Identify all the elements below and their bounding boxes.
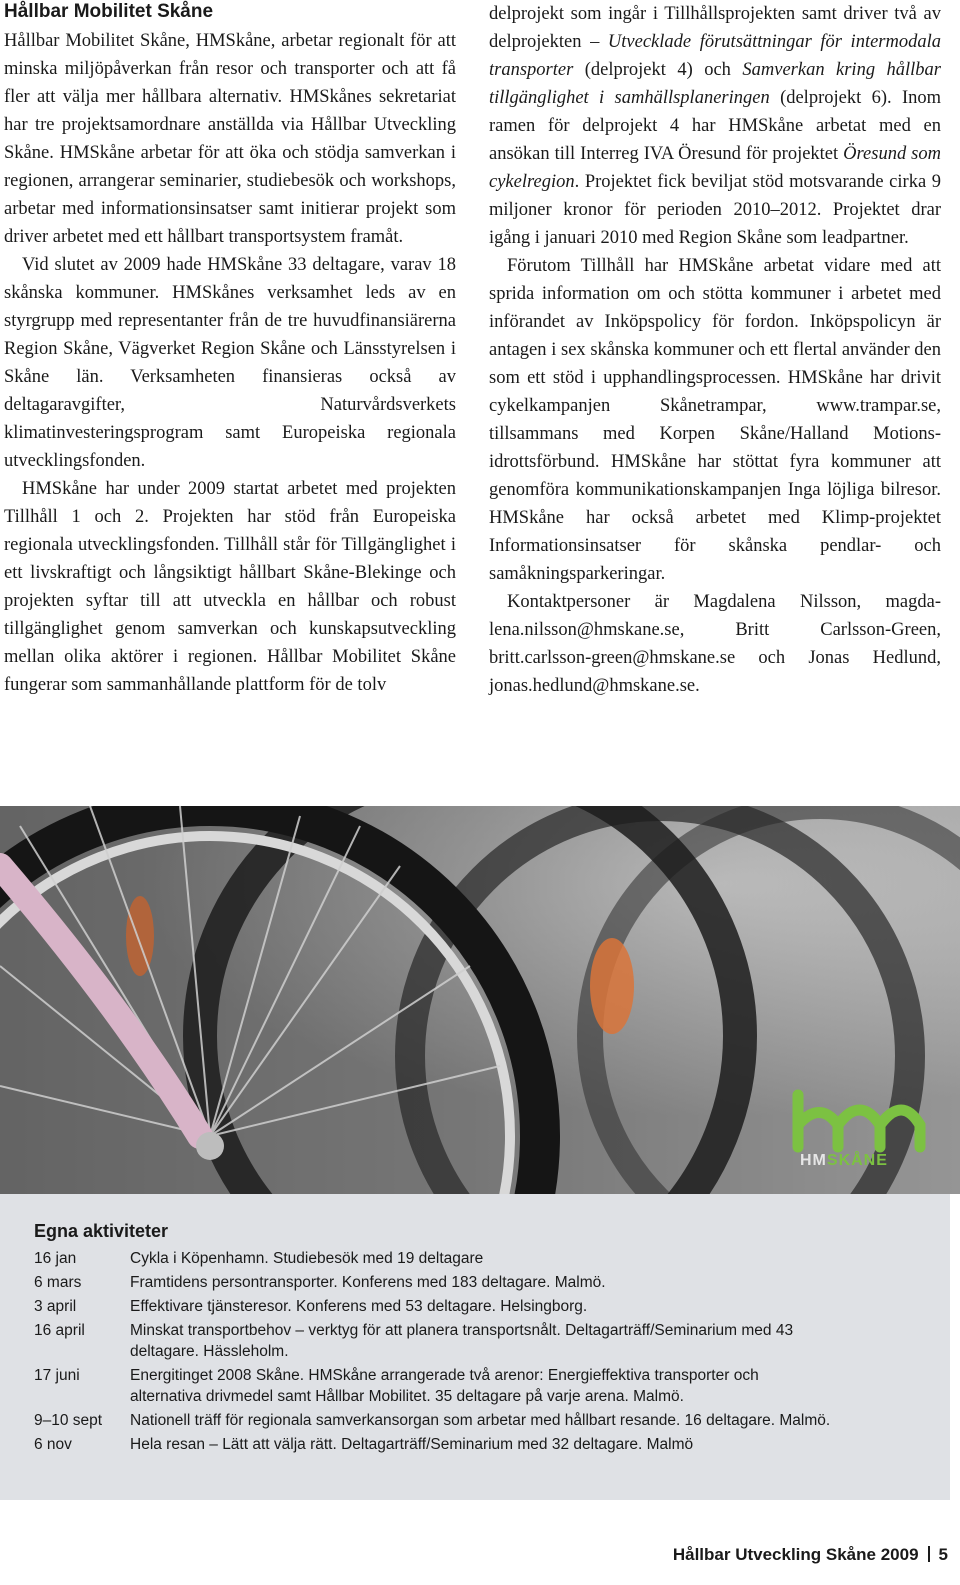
logo-wordmark (800, 1152, 888, 1170)
section-heading: Hållbar Mobilitet Skåne (4, 1, 214, 22)
paragraph: HMSkåne har under 2009 startat arbetet med projekten Tillhåll 1 och 2. Projekten har stöd från Europeiska regionala utvecklingsfonden. Tillhåll står för Tillgänglighet i ett livskraftigt och långsiktigt hållbart Skåne-Blekinge och projekten syftar till att utveckla en hållbar och robust tillgänglighet genom samverkan och kunskapsutveckling mellan olika aktörer i regionen. Hållbar Mobilitet Skåne fungerar som sammanhållande plattform för de tolv (4, 479, 456, 695)
list-item (34, 1410, 914, 1431)
activity-date: 3 april (34, 1298, 77, 1315)
activity-date: 17 juni (34, 1367, 80, 1384)
paragraph: Vid slutet av 2009 hade HMSkåne 33 deltagare, varav 18 skånska kommuner. HMSkånes verksamhet leds av en styrgrupp med representanter från de tre huvudfinansiärerna Region Skåne, Vägverket Region Skåne och Länsstyrelsen i Skåne län. Verksamheten finansieras också av deltagaravgifter, Naturvårdsverkets klimatinvesteringsprogram samt Europeiska regionala utvecklingsfonden. (4, 255, 456, 471)
activities-list (34, 1248, 914, 1455)
list-item (34, 1434, 914, 1455)
list-item (34, 1365, 914, 1407)
logo-text-hm: HM (800, 1152, 827, 1169)
activity-text: Nationell träff för regionala samverkansorgan som arbetar med hållbart resande. 16 deltagare. Malmö. (130, 1412, 831, 1429)
list-item (34, 1320, 914, 1362)
activity-date: 6 mars (34, 1274, 82, 1291)
paragraph: Förutom Tillhåll har HMSkåne arbetat vidare med att sprida information om och stötta kommuner i arbetet med införandet av Inköpspolicy för fordon. Inköpspolicyn är antagen i sex skånska kommuner och ett flertal använder den som ett stöd i upphandlingsprocessen. HMSkåne har drivit cykelkampanjen Skånetrampar, www.trampar.se, tillsammans med Korpen Skåne/Halland Motionsidrottsförbund. HMSkåne har stöttat fyra kommuner att genomföra kommunikationskampanjen Inga löjliga bilresor. HMSkåne har också arbetet med Klimp-projektet Informationsinsatser för skånska pendlar- och samåkningsparkeringar. (489, 256, 941, 584)
footer-divider (928, 1546, 930, 1562)
activity-text: Effektivare tjänsteresor. Konferens med 53 deltagare. Helsingborg. (130, 1298, 588, 1315)
activity-text: Cykla i Köpenhamn. Studiebesök med 19 deltagare (130, 1250, 484, 1267)
paragraph (489, 0, 941, 252)
project-name: Utvecklade förutsättningar för intermodala transporter (489, 32, 941, 80)
activity-text: Hela resan – Lätt att välja rätt. Deltagarträff/Seminarium med 32 deltagare. Malmö (130, 1436, 694, 1453)
activity-text: Energitinget 2008 Skåne. HMSkåne arrangerade två arenor: Energieffektiva transporter och alternativa drivmedel samt Hållbar Mobilitet. 35 deltagare på varje arena. Malmö. (130, 1367, 759, 1405)
list-item (34, 1248, 914, 1269)
text-run: delprojekt som ingår i Tillhållsprojekten samt driver två av delprojekten – (489, 4, 941, 52)
paragraph: Kontaktpersoner är Magdalena Nilsson, magdalena.nilsson@hmskane.se, Britt Carlsson-Green, britt.carlsson-green@hmskane.se och Jonas Hedlund, jonas.hedlund@hmskane.se. (489, 592, 941, 696)
activity-text: Minskat transportbehov – verktyg för att planera transportsnålt. Deltagarträff/Seminarium med 43 deltagare. Hässleholm. (130, 1322, 794, 1360)
text-run: . Projektet fick beviljat stöd motsvarande cirka 9 miljoner kronor för perioden 2010–2012. Projektet drar igång i januari 2010 med Region Skåne som leadpartner. (489, 172, 941, 248)
activity-date: 9–10 sept (34, 1412, 103, 1429)
paragraph: Hållbar Mobilitet Skåne, HMSkåne, arbetar regionalt för att minska miljöpåverkan från resor och transporter och att få fler att välja mer hållbara alternativ. HMSkånes sekretariat har tre projektsamordnare anställda via Hållbar Utveckling Skåne. HMSkåne arbetar för att öka och stödja samverkan i regionen, arrangerar seminarier, studiebesök och workshops, arbetar med informationsinsatser samt initierar projekt som driver arbetet med ett hållbart transportsystem framåt. (4, 31, 456, 247)
list-item (34, 1296, 914, 1317)
page-footer (673, 1545, 948, 1565)
text-run: (delprojekt 6). Inom ramen för delprojekt 4 har HMSkåne arbetat med en ansökan till Interreg IVA Öresund för projektet (489, 88, 941, 164)
activity-date: 16 jan (34, 1250, 77, 1267)
project-name: Samverkan kring hållbar tillgänglighet i samhällsplaneringen (489, 60, 941, 108)
project-name: Öresund som cykelregion (489, 144, 941, 192)
activities-box (0, 1194, 950, 1500)
left-text-column (4, 0, 456, 699)
page-number: 5 (938, 1545, 948, 1564)
list-item (34, 1272, 914, 1293)
logo-text-skane: SKÅNE (826, 1152, 888, 1169)
activities-title: Egna aktiviteter (34, 1221, 169, 1241)
publication-title: Hållbar Utveckling Skåne 2009 (672, 1545, 919, 1564)
activity-date: 6 nov (34, 1436, 72, 1453)
text-run: (delprojekt 4) och (573, 60, 743, 80)
right-text-column (489, 0, 941, 700)
activity-text: Framtidens persontransporter. Konferens med 183 deltagare. Malmö. (130, 1274, 606, 1291)
activity-date: 16 april (34, 1322, 85, 1339)
